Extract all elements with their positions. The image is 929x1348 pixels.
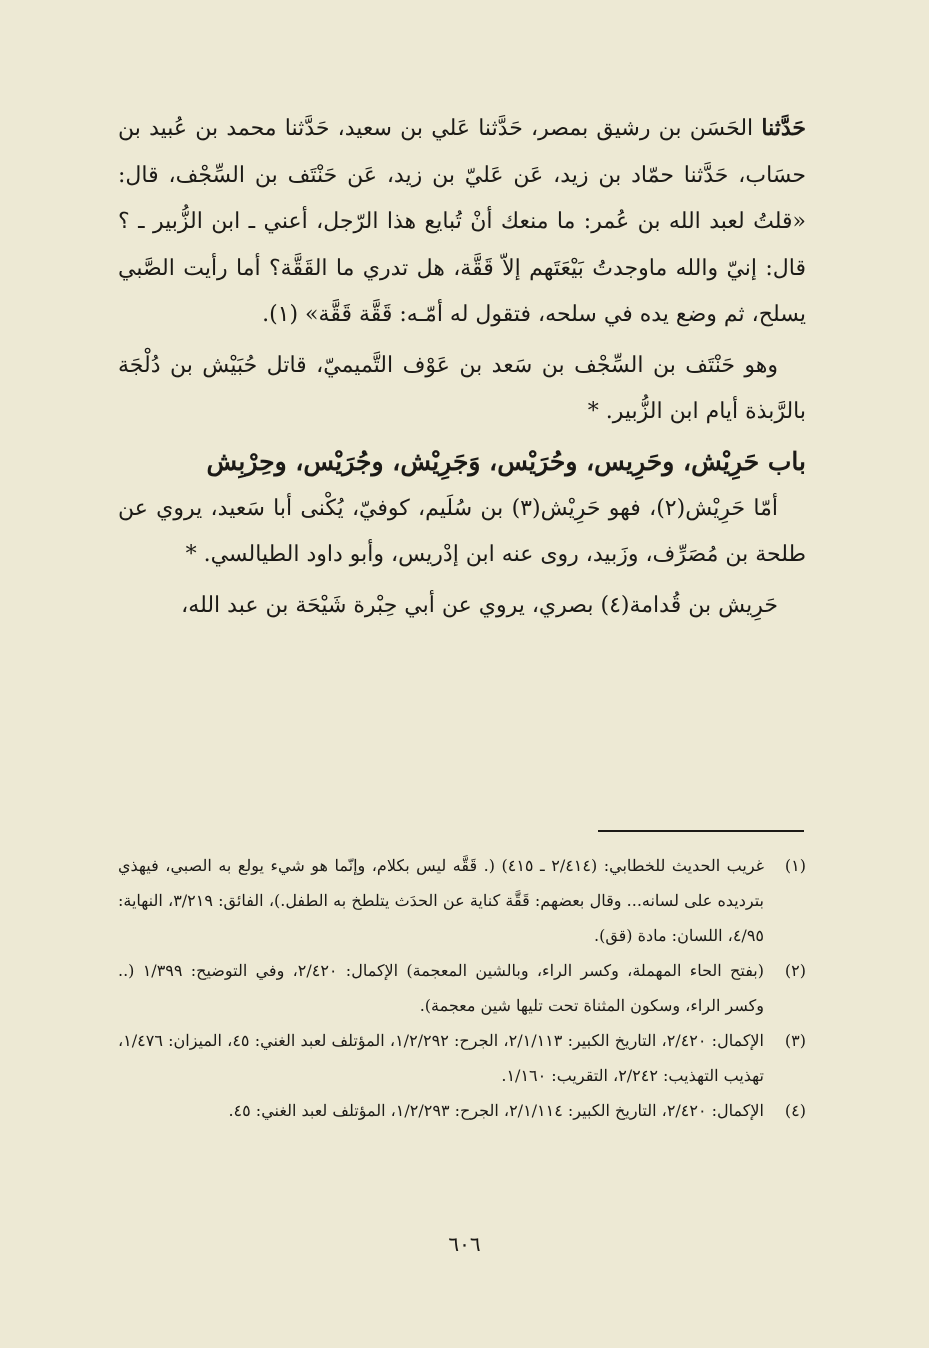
footnotes <box>118 848 806 1128</box>
footnote-text: غريب الحديث للخطابي: (٢/٤١٤ ـ ٤١٥) (. قَقَّه ليس بكلام، وإنّما هو شيء يولع به الصبي، فيهذي بترديده على لسانه... وقال بعضهم: قَقَّة كناية عن الحدَث يتلطخ به الطفل.)، الفائق: ٣/٢١٩، النهاية: ٤/٩٥، اللسان: مادة (قق). <box>118 856 765 945</box>
footnote-number: (٢) <box>784 961 806 980</box>
footnote-number: (٣) <box>784 1031 806 1050</box>
footnote-number: (١) <box>784 856 806 875</box>
paragraph-harish: أمّا حَرِيْش(٢)، فهو حَرِيْش(٣) بن سُلَيم، كوفيّ، يُكْنى أبا سَعيد، يروي عن طلحة بن مُصَرِّف، وزَبيد، روى عنه ابن إدْريس، وأبو داود الطيالسي. * <box>118 495 806 567</box>
footnote-separator <box>598 830 804 832</box>
paragraph-hadith <box>118 105 806 339</box>
page-number: ٦٠٦ <box>448 1232 481 1256</box>
footnote-text: (بفتح الحاء المهملة، وكسر الراء، وبالشين المعجمة) الإكمال: ٢/٤٢٠، وفي التوضيح: ١/٣٩٩ (.. وكسر الراء، وسكون المثناة تحت تليها شين معجمة). <box>118 961 764 1015</box>
footnote-number: (٤) <box>784 1101 806 1120</box>
paragraph-body: الحَسَن بن رشيق بمصر، حَدَّثنا عَلي بن سعيد، حَدَّثنا محمد بن عُبيد بن حسَاب، حَدَّثنا حمّاد بن زيد، عَن عَليّ بن زيد، عَن حَنْتَف بن السِّجْف، قال: «قلتُ لعبد الله بن عُمر: ما منعك أنْ تُبايع هذا الرّجل، أعني ـ ابن الزُّبير ـ ؟ قال: إنيّ والله ماوجدتُ بَيْعَتَهم إلاّ قَقَّة، هل تدري ما القَقَّة؟ أما رأيت الصَّبي يسلح، ثم وضع يده في سلحه، فتقول له أمّـه: قَقَّة قَقَّة» (١). <box>118 116 806 327</box>
footnote-text: الإكمال: ٢/٤٢٠، التاريخ الكبير: ٢/١/١١٤، الجرح: ١/٢/٢٩٣، المؤتلف لعبد الغني: ٤٥. <box>228 1101 764 1120</box>
chapter-title: باب حَرِيْش، وحَرِيس، وحُرَيْس، وَجَرِيْش، وجُرَيْس، وحِرْبِش <box>206 446 806 476</box>
footnote <box>118 953 806 1023</box>
paragraph-narrator-note: وهو حَنْتَف بن السِّجْف بن سَعد بن عَوْف التَّميميّ، قاتل حُبَيْش بن دُلْجَة بالرَّبذة أيام ابن الزُّبير. * <box>118 352 806 424</box>
footnote-text: الإكمال: ٢/٤٢٠، التاريخ الكبير: ٢/١/١١٣، الجرح: ١/٢/٢٩٢، المؤتلف لعبد الغني: ٤٥، الميزان: ١/٤٧٦، تهذيب التهذيب: ٢/٢٤٢، التقريب: ١/١٦٠. <box>118 1031 765 1085</box>
paragraph-harish-qudama: حَرِيش بن قُدامة(٤) بصري، يروي عن أبي حِبْرة شَيْحَة بن عبد الله، <box>181 592 778 618</box>
footnote <box>118 1093 806 1128</box>
main-text <box>118 105 806 629</box>
footnote <box>118 1023 806 1093</box>
footnote <box>118 848 806 953</box>
paragraph-lead-word: حَدَّثنا <box>761 115 806 141</box>
